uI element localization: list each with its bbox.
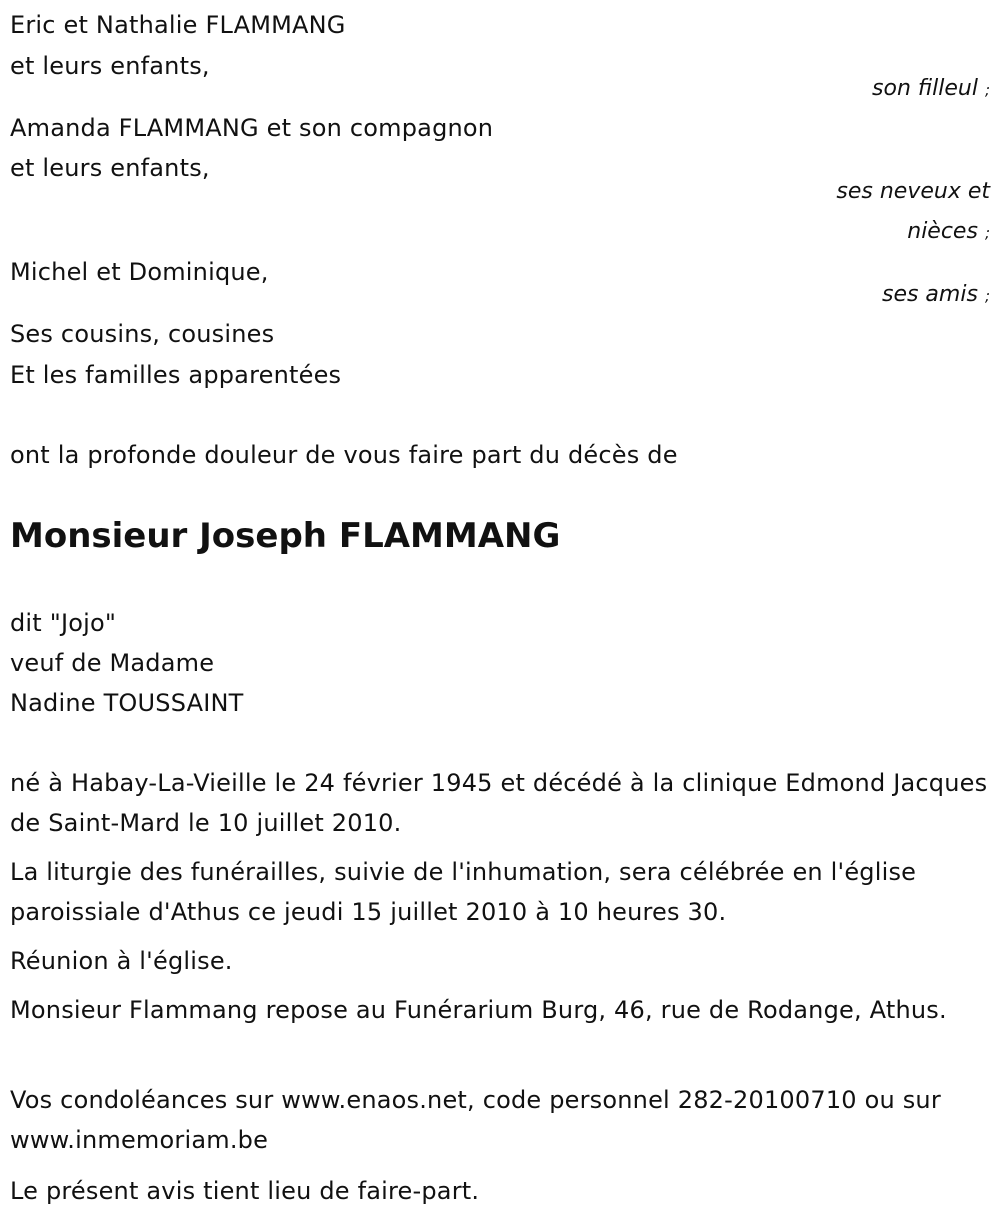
role-text: ses neveux et	[836, 179, 990, 204]
role-text: son filleul	[872, 76, 978, 101]
family-group4-line1: Ses cousins, cousines	[10, 320, 275, 348]
role-separator: ;	[984, 287, 990, 305]
liturgy-paragraph: La liturgie des funérailles, suivie de l'inhumation, sera célébrée en l'église paroissiale d'Athus ce jeudi 15 juillet 2010 à 10 heures 30.	[10, 858, 917, 926]
family-group2-line1: Amanda FLAMMANG et son compagnon	[10, 114, 494, 142]
family-group1-line1: Eric et Nathalie FLAMMANG	[10, 11, 346, 39]
family-group2-role-line2	[907, 212, 990, 253]
family-group2-line2: et leurs enfants,	[10, 154, 210, 182]
deceased-widower-line1: veuf de Madame	[10, 649, 215, 677]
meeting-paragraph: Réunion à l'église.	[10, 947, 233, 975]
family-group4-line2: Et les familles apparentées	[10, 361, 342, 389]
role-text: nièces	[907, 219, 978, 244]
condolences-paragraph: Vos condoléances sur www.enaos.net, code personnel 282-20100710 ou sur www.inmemoriam.be	[10, 1086, 941, 1154]
deceased-widower-line2: Nadine TOUSSAINT	[10, 689, 244, 717]
family-group3-role	[882, 275, 990, 316]
notice-paragraph: Le présent avis tient lieu de faire-part.	[10, 1177, 480, 1205]
role-text: ses amis	[881, 282, 978, 307]
announcement-text: ont la profonde douleur de vous faire part du décès de	[10, 441, 678, 469]
rests-paragraph: Monsieur Flammang repose au Funérarium Burg, 46, rue de Rodange, Athus.	[10, 996, 947, 1024]
role-separator: ;	[984, 81, 990, 99]
family-group3-line1: Michel et Dominique,	[10, 258, 269, 286]
family-group1-role	[872, 69, 990, 110]
family-group2-role-line1	[836, 172, 990, 212]
deceased-nickname: dit "Jojo"	[10, 609, 117, 637]
deceased-name: Monsieur Joseph FLAMMANG	[10, 516, 561, 556]
birth-death-paragraph: né à Habay-La-Vieille le 24 février 1945 et décédé à la clinique Edmond Jacques de Saint-Mard le 10 juillet 2010.	[10, 769, 988, 837]
family-group1-line2: et leurs enfants,	[10, 52, 210, 80]
role-separator: ;	[984, 224, 990, 242]
